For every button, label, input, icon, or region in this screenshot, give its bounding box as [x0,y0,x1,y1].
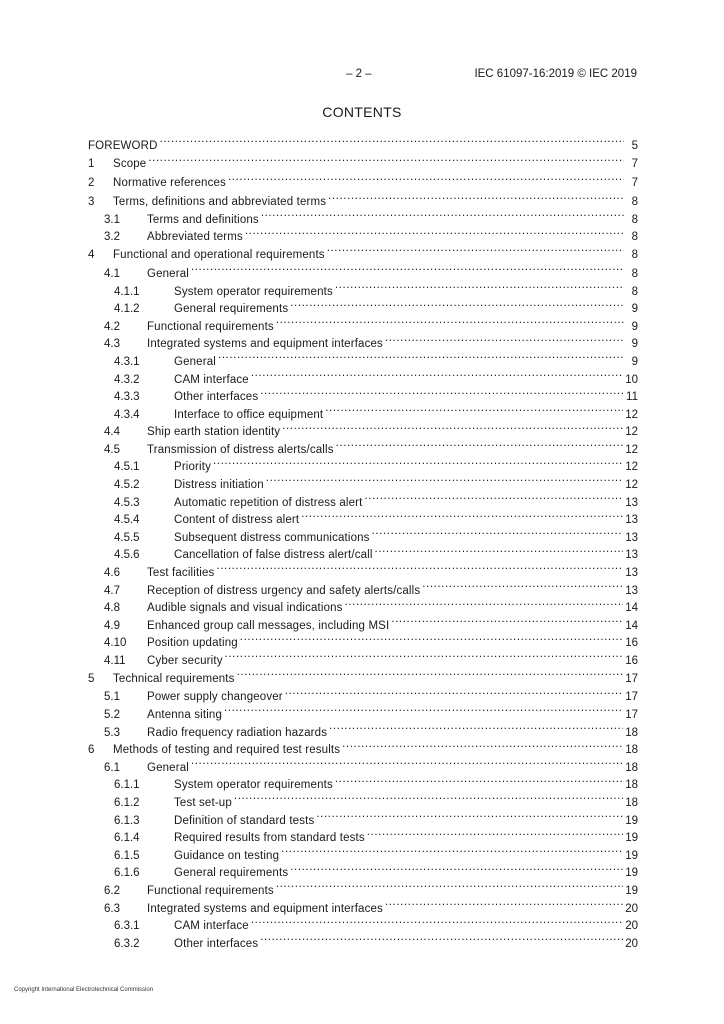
toc-entry-page: 9 [631,355,638,368]
toc-entry-label: Priority [174,461,211,474]
toc-entry-page: 17 [625,672,638,685]
toc-entry[interactable] [88,150,638,171]
toc-entry-page: 19 [625,832,638,845]
toc-entry-label: Content of distress alert [174,514,300,527]
toc-entry-number: 4.1 [104,267,120,280]
toc-entry-label: Power supply changeover [147,691,283,704]
toc-entry-page: 14 [625,619,638,632]
dot-leader [285,683,623,701]
dot-leader [225,646,624,664]
toc-entry-page: 13 [625,567,638,580]
dot-leader [148,150,624,168]
toc-entry-number: 5.2 [104,709,120,722]
toc-entry[interactable] [88,169,638,190]
toc-entry-page: 7 [631,177,638,190]
toc-entry-page: 18 [625,744,638,757]
dot-leader [281,841,623,859]
toc-entry-number: 4.5 [104,443,120,456]
page-number: – 2 – [346,68,372,80]
dot-leader [316,806,623,824]
toc-entry-number: 6.1 [104,761,120,774]
toc-entry-number: 4.7 [104,584,120,597]
toc-entry-number: 4.3.2 [114,373,140,386]
toc-entry-page: 7 [631,158,638,171]
toc-entry-number: 5.3 [104,726,120,739]
toc-entry-label: Methods of testing and required test results [113,744,341,757]
toc-entry-label: Normative references [113,177,226,190]
toc-entry-label: Functional requirements [147,885,274,898]
toc-entry-number: 6.3.2 [114,937,140,950]
toc-entry-page: 9 [631,303,638,316]
toc-entry-label: Radio frequency radiation hazards [147,726,328,739]
dot-leader [385,894,623,912]
toc-entry-number: 2 [88,177,95,190]
toc-entry-number: 6.3 [104,902,120,915]
toc-entry-label: System operator requirements [174,285,333,298]
dot-leader [191,259,624,277]
toc-entry-label: Cancellation of false distress alert/call [174,549,373,562]
toc-entry-page: 12 [625,426,638,439]
dot-leader [342,736,623,754]
toc-entry-number: 4.2 [104,320,120,333]
toc-entry-label: Other interfaces [174,937,259,950]
toc-entry-label: Functional requirements [147,320,274,333]
toc-entry-label: Cyber security [147,655,223,667]
toc-entry-label: Subsequent distress communications [174,531,370,544]
dot-leader [251,912,623,930]
toc-entry-label: Distress initiation [174,479,264,492]
toc-entry-page: 12 [625,461,638,474]
toc-entry-label: Technical requirements [113,672,235,685]
toc-entry-number: 6.1.5 [114,849,140,862]
toc-entry-number: 5.1 [104,691,120,704]
page-title: CONTENTS [322,104,402,120]
dot-leader [290,295,624,313]
dot-leader [335,771,623,789]
toc-entry-number: 6.3.1 [114,920,140,933]
toc-entry-label: Antenna siting [147,709,222,722]
dot-leader [234,788,623,806]
toc-entry-number: 4 [88,249,95,262]
dot-leader [228,169,624,187]
toc-entry-page: 12 [625,479,638,492]
dot-leader [276,312,624,330]
toc-entry-number: 4.4 [104,426,120,439]
dot-leader [261,205,624,223]
dot-leader [260,929,623,947]
toc-entry-label: Terms, definitions and abbreviated terms [113,196,327,209]
toc-entry-number: 4.1.2 [114,303,140,316]
toc-entry-number: 4.1.1 [114,285,140,298]
toc-entry-page: 8 [631,249,638,262]
toc-entry-page: 18 [625,779,638,792]
toc-entry-label: Integrated systems and equipment interfaces [147,338,383,351]
document-reference: IEC 61097-16:2019 © IEC 2019 [474,68,637,80]
dot-leader [327,240,624,258]
toc-entry-label: General requirements [174,303,289,316]
toc-entry-page: 8 [631,196,638,209]
toc-entry-number: 4.5.6 [114,549,140,562]
dot-leader [301,506,623,524]
toc-entry-label: Transmission of distress alerts/calls [147,443,334,456]
dot-leader [391,611,623,629]
toc-entry-label: Required results from standard tests [174,832,365,845]
toc-entry-label: General [147,761,189,774]
toc-entry-number: 4.3.1 [114,355,140,368]
toc-entry-page: 19 [625,849,638,862]
toc-entry-number: 4.5.5 [114,531,140,544]
toc-entry-label: Test set-up [174,797,232,810]
toc-entry-page: 11 [626,391,638,404]
toc-entry-page: 18 [625,726,638,739]
toc-entry[interactable] [88,131,638,152]
toc-entry-number: 1 [88,158,95,171]
toc-entry-label: General [174,355,216,368]
toc-entry-number: 4.5.3 [114,496,140,509]
toc-entry-page: 18 [625,797,638,810]
dot-leader [216,558,623,576]
dot-leader [245,223,624,241]
toc-entry-page: 8 [631,231,638,244]
dot-leader [328,188,624,206]
toc-entry-number: 4.5.2 [114,479,140,492]
dot-leader [240,629,623,647]
dot-leader [213,453,623,471]
toc-entry-page: 19 [625,814,638,827]
toc-entry-number: 6.1.1 [114,779,140,792]
page-header [0,68,724,84]
toc-entry-page: 20 [625,937,638,950]
toc-entry-number: 3 [88,196,95,209]
toc-entry-label: Test facilities [147,567,215,580]
toc-entry-label: Other interfaces [174,391,259,404]
toc-entry-number: 4.5.1 [114,461,140,474]
toc-entry-page: 19 [625,885,638,898]
dot-leader [329,718,623,736]
toc-entry-page: 12 [625,443,638,456]
toc-entry-number: 4.8 [104,602,120,615]
dot-leader [375,541,624,559]
toc-entry-label: Integrated systems and equipment interfaces [147,902,383,915]
toc-entry-label: Reception of distress urgency and safety alerts/calls [147,584,421,597]
toc-entry-label: CAM interface [174,920,249,933]
toc-entry-label: General [147,267,189,280]
toc-entry-page: 12 [625,408,638,421]
dot-leader [325,400,623,418]
toc-entry-label: Scope [113,158,147,171]
toc-entry-label: Position updating [147,637,238,650]
toc-entry-page: 17 [625,691,638,704]
toc-entry-number: 4.3.3 [114,391,140,404]
toc-entry-number: 6.1.3 [114,814,140,827]
toc-entry-label: Interface to office equipment [174,408,324,421]
toc-entry-number: 5 [88,672,95,685]
toc-entry-page: 14 [625,602,638,615]
table-of-contents [88,131,638,950]
toc-entry-number: 4.9 [104,619,120,632]
dot-leader [251,365,623,383]
toc-entry-page: 13 [625,514,638,527]
toc-entry-number: 3.1 [104,213,120,226]
toc-entry-label: Audible signals and visual indications [147,602,343,615]
toc-entry-page: 13 [625,549,638,562]
toc-entry-label: System operator requirements [174,779,333,792]
toc-entry-page: 13 [625,496,638,509]
dot-leader [345,594,624,612]
toc-entry-label: CAM interface [174,373,249,386]
dot-leader [372,523,624,541]
dot-leader [365,488,624,506]
toc-entry-label: Automatic repetition of distress alert [174,496,363,509]
copyright-footer: Copyright International Electrotechnical Commission [14,987,154,993]
toc-entry-page: 17 [625,709,638,722]
toc-entry-page: 16 [625,655,638,667]
toc-entry-label: General requirements [174,867,289,880]
toc-entry-label: Enhanced group call messages, including MSI [147,619,390,632]
dot-leader [276,876,623,894]
toc-entry-page: 13 [625,531,638,544]
toc-entry-page: 9 [631,320,638,333]
toc-entry-label: Terms and definitions [147,213,259,226]
toc-entry-page: 9 [631,338,638,351]
dot-leader [191,753,623,771]
toc-entry-number: 3.2 [104,231,120,244]
toc-entry-page: 18 [625,761,638,774]
dot-leader [282,418,623,436]
toc-entry-page: 8 [631,267,638,280]
toc-entry-page: 19 [625,867,638,880]
toc-entry-page: 8 [631,285,638,298]
dot-leader [224,700,623,718]
dot-leader [336,435,624,453]
toc-entry-number: 6.1.4 [114,832,140,845]
dot-leader [385,330,624,348]
toc-entry-number: 4.6 [104,567,120,580]
toc-entry-number: 6.1.2 [114,797,140,810]
dot-leader [290,859,623,877]
toc-entry-page: 16 [625,637,638,650]
toc-entry-page: 10 [625,373,638,386]
dot-leader [367,824,623,842]
toc-entry-label: Functional and operational requirements [113,249,325,262]
toc-entry-number: 6 [88,744,95,757]
dot-leader [260,383,624,401]
dot-leader [422,576,623,594]
toc-entry-number: 4.10 [104,637,127,650]
toc-entry-page: 20 [625,902,638,915]
toc-entry-number: 6.2 [104,885,120,898]
toc-entry-number: 4.3.4 [114,408,140,421]
toc-entry-page: 8 [631,213,638,226]
toc-entry-number: 4.11 [104,655,126,667]
toc-entry-label: Guidance on testing [174,849,280,862]
toc-entry-label: Ship earth station identity [147,426,281,439]
toc-entry-number: 4.5.4 [114,514,140,527]
dot-leader [266,470,623,488]
toc-entry-number: 4.3 [104,338,120,351]
toc-entry-label: Abbreviated terms [147,231,243,244]
dot-leader [237,664,624,682]
toc-entry-number: 6.1.6 [114,867,140,880]
dot-leader [335,277,624,295]
dot-leader [160,131,624,149]
toc-entry-page: 5 [631,139,638,152]
toc-entry-label: FOREWORD [88,139,158,152]
toc-entry-label: Definition of standard tests [174,814,315,827]
dot-leader [218,347,624,365]
toc-entry-page: 13 [625,584,638,597]
toc-entry-page: 20 [625,920,638,933]
